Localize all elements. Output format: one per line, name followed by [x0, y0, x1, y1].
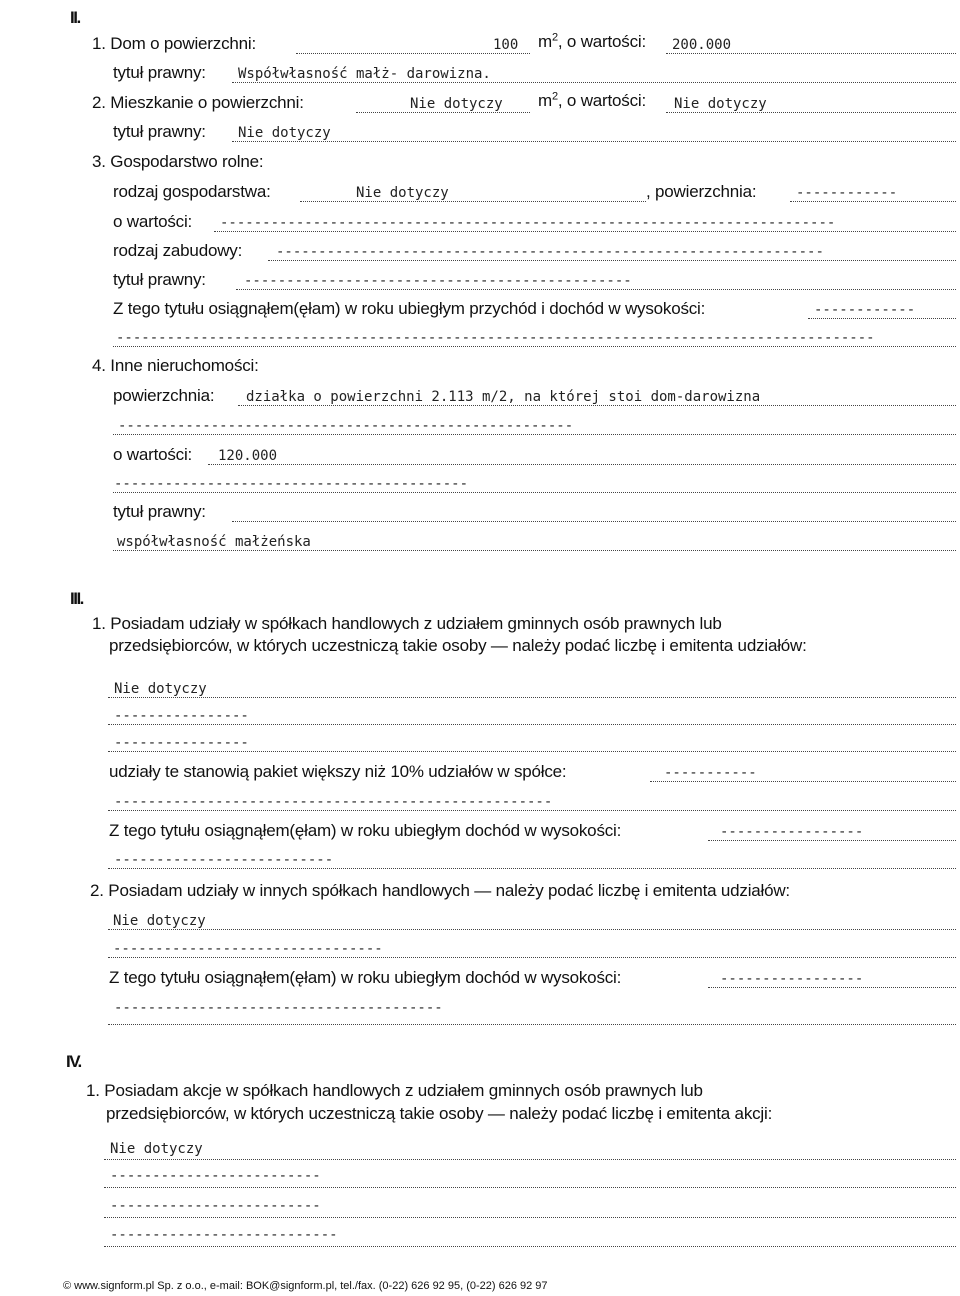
- other-shares-heading: 2. Posiadam udziały w innych spółkach handlowych — należy podać liczbę i emitenta udziałów:: [90, 881, 790, 900]
- other-shares-value-b: --------------------------------: [113, 941, 383, 957]
- stocks-value-c: -------------------------: [110, 1198, 321, 1214]
- flat-value: Nie dotyczy: [674, 96, 767, 112]
- other-value-value-cont: ------------------------------------------: [114, 476, 469, 492]
- house-area-label: 1. Dom o powierzchni:: [92, 34, 256, 53]
- farm-area-label: , powierzchnia:: [646, 182, 757, 201]
- section-number-ii: II.: [70, 8, 80, 27]
- farm-title-value: ----------------------------------------------: [244, 273, 632, 289]
- house-value: 200.000: [672, 37, 732, 53]
- farm-area-value: ------------: [796, 185, 898, 201]
- field-line: [104, 1159, 956, 1160]
- stocks-value-a: Nie dotyczy: [110, 1141, 203, 1157]
- section-number-iii: III.: [70, 589, 83, 608]
- field-line: [208, 464, 956, 465]
- field-line: [108, 1024, 956, 1025]
- other-shares-value-a: Nie dotyczy: [113, 913, 206, 929]
- stocks-heading-line2: przedsiębiorców, w których uczestniczą takie osoby — należy podać liczbę i emitenta akcji:: [106, 1104, 773, 1123]
- farm-title-label: tytuł prawny:: [113, 270, 206, 289]
- farm-value-value: -------------------------------------------------------------------------: [220, 215, 836, 231]
- field-line: [300, 201, 646, 202]
- shares-package-value: -----------: [664, 765, 757, 781]
- shares-package-label: udziały te stanowią pakiet większy niż 10% udziałów w spółce:: [109, 762, 567, 781]
- stocks-heading-line1: 1. Posiadam akcje w spółkach handlowych z udziałem gminnych osób prawnych lub: [86, 1081, 703, 1100]
- farm-kind-value: Nie dotyczy: [356, 185, 449, 201]
- other-value-value: 120.000: [218, 448, 278, 464]
- other-title-label: tytuł prawny:: [113, 502, 206, 521]
- house-title-label: tytuł prawny:: [113, 63, 206, 82]
- farm-kind-label: rodzaj gospodarstwa:: [113, 182, 271, 201]
- shares-value-a: Nie dotyczy: [114, 681, 207, 697]
- other-shares-income-value: -----------------: [720, 971, 864, 987]
- footer-copyright: © www.signform.pl Sp. z o.o., e-mail: BOK@signform.pl, tel./fax. (0-22) 626 92 95, (0-22) 626 92 97: [63, 1280, 548, 1292]
- flat-title-label: tytuł prawny:: [113, 122, 206, 141]
- flat-area-label: 2. Mieszkanie o powierzchni:: [92, 93, 304, 112]
- field-line: [232, 521, 956, 522]
- shares-package-value-cont: ----------------------------------------------------: [114, 794, 553, 810]
- other-shares-income-label: Z tego tytułu osiągnąłem(ęłam) w roku ubiegłym dochód w wysokości:: [109, 968, 622, 987]
- house-title-value: Współwłasność małż- darowizna.: [238, 66, 491, 82]
- farm-value-label: o wartości:: [113, 212, 193, 231]
- flat-area-value: Nie dotyczy: [410, 96, 503, 112]
- other-shares-income-value-cont: ---------------------------------------: [114, 1000, 443, 1016]
- other-value-label: o wartości:: [113, 445, 193, 464]
- field-line: [108, 929, 956, 930]
- field-line: [108, 697, 956, 698]
- flat-area-unit: $m^2$, o wartości:: [538, 90, 646, 110]
- shares-value-b: ----------------: [114, 708, 249, 724]
- shares-heading-line2: przedsiębiorców, w których uczestniczą takie osoby — należy podać liczbę i emitenta udziałów:: [109, 636, 807, 655]
- farm-income-value: ------------: [814, 302, 916, 318]
- other-title-value: współwłasność małżeńska: [117, 534, 311, 550]
- other-area-value: działka o powierzchni 2.113 m/2, na której stoi dom-darowizna: [246, 389, 761, 405]
- house-area-unit: $m^2$, o wartości:: [538, 31, 646, 51]
- shares-heading-line1: 1. Posiadam udziały w spółkach handlowych z udziałem gminnych osób prawnych lub: [92, 614, 722, 633]
- other-property-label: 4. Inne nieruchomości:: [92, 356, 259, 375]
- farm-build-label: rodzaj zabudowy:: [113, 241, 243, 260]
- farm-income-label: Z tego tytułu osiągnąłem(ęłam) w roku ubiegłym przychód i dochód w wysokości:: [113, 299, 706, 318]
- shares-value-c: ----------------: [114, 735, 249, 751]
- shares-income-value: -----------------: [720, 824, 864, 840]
- house-area-value: 100: [493, 37, 519, 53]
- farm-label: 3. Gospodarstwo rolne:: [92, 152, 264, 171]
- field-line: [232, 141, 956, 142]
- section-number-iv: IV.: [66, 1052, 81, 1071]
- shares-income-value-cont: --------------------------: [114, 852, 334, 868]
- shares-income-label: Z tego tytułu osiągnąłem(ęłam) w roku ubiegłym dochód w wysokości:: [109, 821, 622, 840]
- field-line: [104, 1217, 956, 1218]
- stocks-value-d: ---------------------------: [110, 1227, 338, 1243]
- other-area-label: powierzchnia:: [113, 386, 215, 405]
- field-line: [104, 1246, 956, 1247]
- flat-title-value: Nie dotyczy: [238, 125, 331, 141]
- other-area-value-cont: ------------------------------------------------------: [118, 418, 574, 434]
- farm-build-value: -----------------------------------------------------------------: [276, 244, 824, 260]
- field-line: [104, 1187, 956, 1188]
- stocks-value-b: -------------------------: [110, 1168, 321, 1184]
- farm-income-value-cont: ------------------------------------------------------------------------------------------: [116, 330, 875, 346]
